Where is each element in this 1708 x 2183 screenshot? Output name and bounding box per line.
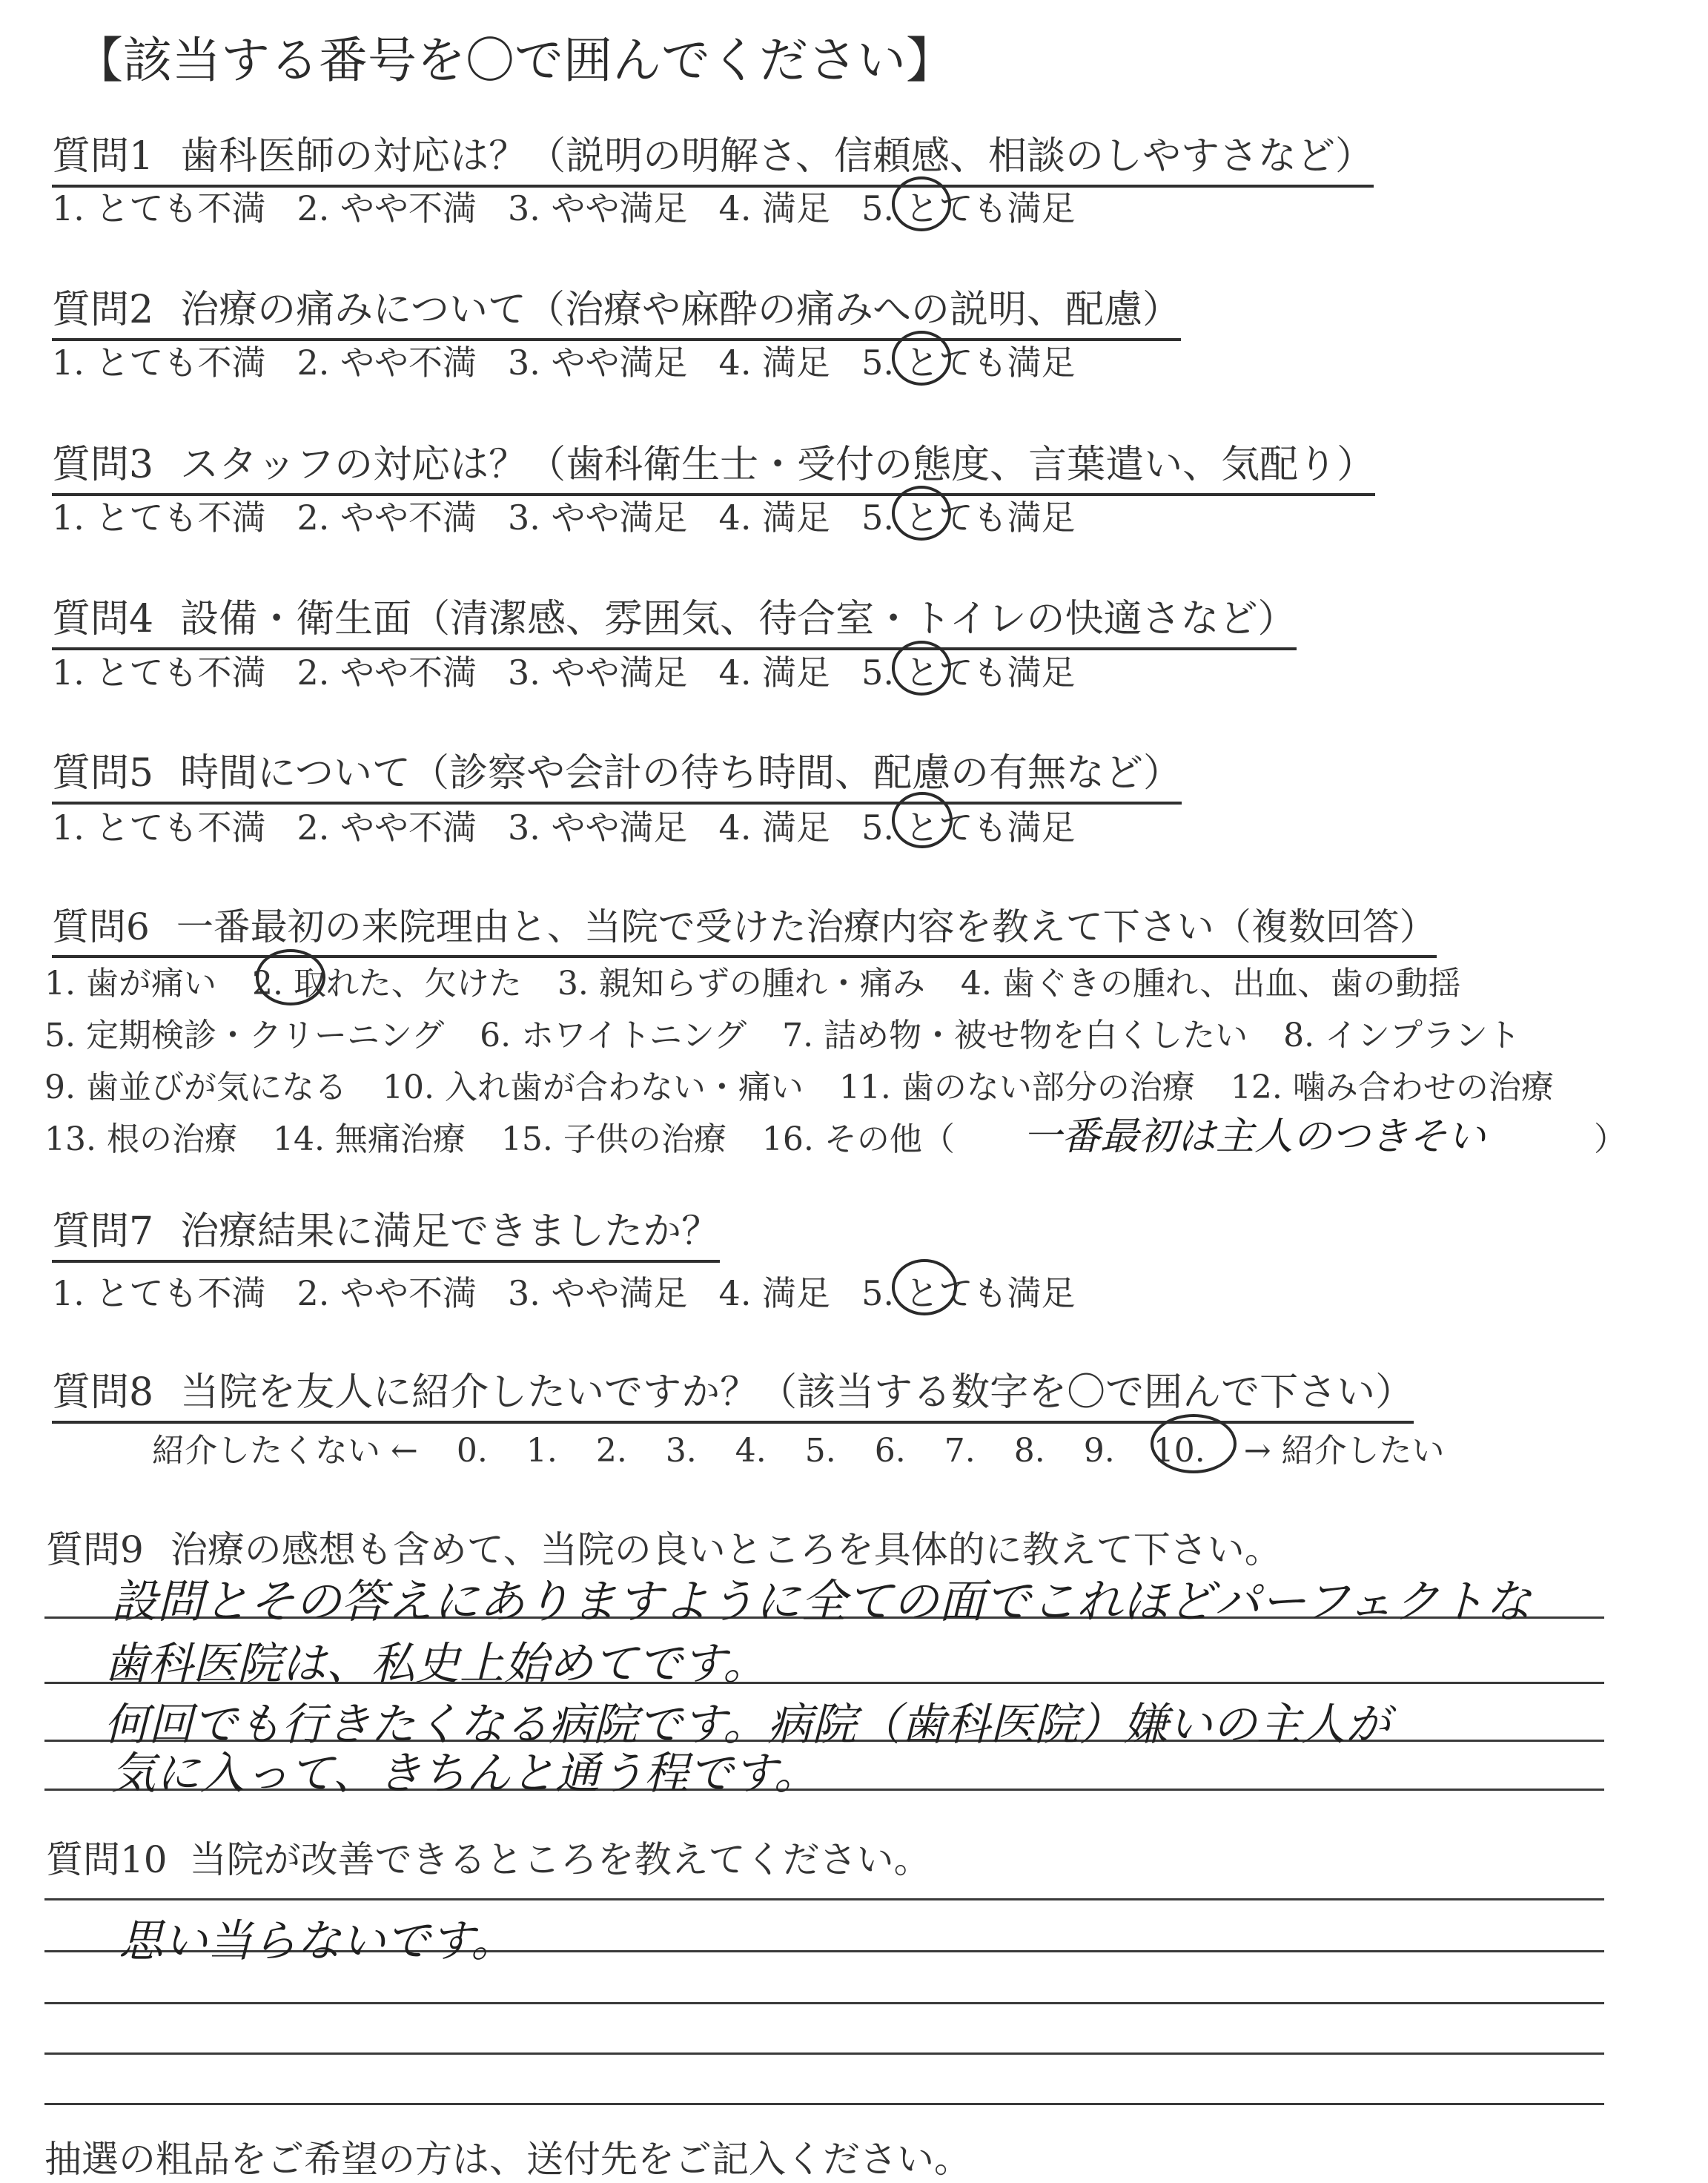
page-title: 【該当する番号を〇で囲んでください】 (74, 32, 955, 89)
option-3[interactable]: 3. やや満足 (508, 188, 688, 228)
scale-1[interactable]: 1. (526, 1432, 557, 1470)
choice-4[interactable]: 4. 歯ぐきの腫れ、出血、歯の動揺 (960, 965, 1461, 1003)
scale-7[interactable]: 7. (944, 1432, 976, 1470)
option-1[interactable]: 1. とても不満 (52, 653, 266, 693)
q10-answer-line-4 (44, 2052, 1604, 2055)
option-1[interactable]: 1. とても不満 (52, 343, 266, 383)
question-number: 質問3 (52, 443, 154, 487)
option-3[interactable]: 3. やや満足 (508, 808, 688, 848)
footer-instruction: 抽選の粗品をご希望の方は、送付先をご記入ください。 (44, 2138, 971, 2181)
question-text: 治療結果に満足できましたか？ (180, 1209, 721, 1254)
question-text: 時間について（診察や会計の待ち時間、配慮の有無など） (180, 751, 1182, 796)
question-number: 質問9 (46, 1528, 144, 1571)
option-5[interactable]: 5. とても満足 (861, 653, 1076, 693)
option-1[interactable]: 1. とても不満 (52, 498, 266, 538)
option-4[interactable]: 4. 満足 (718, 808, 831, 848)
answer-circle-q5 (892, 792, 953, 848)
answer-circle-q3 (892, 486, 951, 541)
option-4[interactable]: 4. 満足 (718, 653, 831, 693)
answer-circle-q2 (892, 331, 951, 386)
option-4[interactable]: 4. 満足 (718, 188, 831, 228)
choice-12[interactable]: 12. 噛み合わせの治療 (1230, 1069, 1554, 1106)
option-5[interactable]: 5. とても満足 (861, 188, 1076, 228)
option-2[interactable]: 2. やや不満 (297, 653, 477, 693)
option-1[interactable]: 1. とても不満 (52, 808, 266, 848)
scale-3[interactable]: 3. (665, 1432, 697, 1470)
choice-8[interactable]: 8. インプラント (1283, 1017, 1521, 1054)
answer-circle-q4 (892, 641, 951, 696)
answer-circle-q1 (892, 176, 951, 231)
option-5[interactable]: 5. とても満足 (861, 343, 1076, 383)
q10-answer-line-1 (44, 1898, 1604, 1900)
option-3[interactable]: 3. やや満足 (508, 498, 688, 538)
choice-11[interactable]: 11. 歯のない部分の治療 (838, 1069, 1195, 1106)
q9-handwritten-line-1[interactable]: 設問とその答えにありますように全ての面でこれほどパーフェクトな (111, 1574, 1532, 1628)
option-3[interactable]: 3. やや満足 (508, 343, 688, 383)
answer-circle-q6 (256, 949, 325, 1005)
question-number: 質問2 (52, 288, 154, 332)
question-number: 質問6 (52, 905, 150, 948)
q8-scale (152, 1424, 1445, 1471)
question-text: スタッフの対応は？（歯科衛生士・受付の態度、言葉遣い、気配り） (180, 443, 1376, 487)
question-text: 治療の感想も含めて、当院の良いところを具体的に教えて下さい。 (170, 1528, 1282, 1571)
q6-choice-row-2 (44, 1008, 1556, 1056)
q9-handwritten-line-3[interactable]: 何回でも行きたくなる病院です。病院（歯科医院）嫌いの主人が (104, 1699, 1391, 1751)
option-1[interactable]: 1. とても不満 (52, 1273, 266, 1313)
scale-0[interactable]: 0. (456, 1432, 488, 1470)
scale-9[interactable]: 9. (1083, 1432, 1115, 1470)
question-6-heading (52, 897, 1437, 958)
option-2[interactable]: 2. やや不満 (297, 808, 477, 848)
question-4-heading (52, 587, 1297, 650)
choice-3[interactable]: 3. 親知らずの腫れ・痛み (557, 965, 925, 1003)
choice-1[interactable]: 1. 歯が痛い (44, 965, 216, 1003)
scale-5[interactable]: 5. (804, 1432, 836, 1470)
question-text: 歯科医師の対応は？（説明の明解さ、信頼感、相談のしやすさなど） (180, 134, 1374, 179)
option-4[interactable]: 4. 満足 (718, 1273, 831, 1313)
scale-10[interactable]: 10. (1153, 1432, 1205, 1470)
q10-answer-line-3 (44, 2002, 1604, 2004)
question-7-heading (52, 1200, 720, 1263)
choice-10[interactable]: 10. 入れ歯が合わない・痛い (382, 1069, 804, 1106)
question-number: 質問4 (52, 597, 154, 641)
scale-8[interactable]: 8. (1013, 1432, 1045, 1470)
question-3-heading (52, 433, 1375, 496)
scale-2[interactable]: 2. (595, 1432, 627, 1470)
q6-choice-row-4 (44, 1112, 955, 1160)
q6-other-handwritten[interactable]: 一番最初は主人のつきそい (1023, 1114, 1486, 1159)
option-5[interactable]: 5. とても満足 (861, 808, 1076, 848)
q10-handwritten-line-1[interactable]: 思い当らないです。 (119, 1915, 516, 1967)
question-2-heading (52, 278, 1181, 341)
option-2[interactable]: 2. やや不満 (297, 343, 477, 383)
q9-handwritten-line-4[interactable]: 気に入って、きちんと通う程です。 (111, 1748, 818, 1800)
question-text: 設備・衛生面（清潔感、雰囲気、待合室・トイレの快適さなど） (180, 597, 1297, 641)
choice-5[interactable]: 5. 定期検診・クリーニング (44, 1017, 445, 1054)
choice-9[interactable]: 9. 歯並びが気になる (44, 1069, 347, 1106)
question-number: 質問1 (52, 134, 154, 179)
question-8-heading (52, 1361, 1414, 1424)
answer-circle-q7 (892, 1259, 957, 1315)
scale-4[interactable]: 4. (735, 1432, 767, 1470)
question-text: 当院を友人に紹介したいですか？（該当する数字を〇で囲んで下さい） (180, 1370, 1414, 1415)
choice-6[interactable]: 6. ホワイトニング (480, 1017, 747, 1054)
choice-14[interactable]: 14. 無痛治療 (272, 1120, 466, 1158)
q6-other-close-paren: ） (1594, 1120, 1626, 1158)
question-1-heading (52, 125, 1374, 188)
choice-13[interactable]: 13. 根の治療 (44, 1120, 237, 1158)
question-10-heading (46, 1830, 931, 1883)
question-5-heading (52, 742, 1182, 805)
q10-answer-line-5 (44, 2103, 1604, 2105)
question-number: 質問7 (52, 1209, 154, 1254)
option-2[interactable]: 2. やや不満 (297, 498, 477, 538)
option-2[interactable]: 2. やや不満 (297, 188, 477, 228)
choice-2[interactable]: 2. 取れた、欠けた (251, 965, 522, 1003)
choice-7[interactable]: 7. 詰め物・被せ物を白くしたい (782, 1017, 1248, 1054)
scale-left-label: 紹介したくない ← (152, 1432, 418, 1470)
question-number: 質問10 (46, 1838, 168, 1881)
question-text: 当院が改善できるところを教えてください。 (189, 1838, 931, 1881)
q9-handwritten-line-2[interactable]: 歯科医院は、私史上始めてです。 (104, 1638, 768, 1690)
q6-choice-row-3 (44, 1060, 1589, 1108)
option-3[interactable]: 3. やや満足 (508, 653, 688, 693)
choice-16-other[interactable]: 16. その他（ (761, 1120, 955, 1158)
option-4[interactable]: 4. 満足 (718, 498, 831, 538)
answer-circle-q8 (1151, 1414, 1237, 1473)
option-1[interactable]: 1. とても不満 (52, 188, 266, 228)
option-4[interactable]: 4. 満足 (718, 343, 831, 383)
option-5[interactable]: 5. とても満足 (861, 498, 1076, 538)
question-text: 治療の痛みについて（治療や麻酔の痛みへの説明、配慮） (180, 288, 1182, 332)
scale-6[interactable]: 6. (874, 1432, 906, 1470)
question-text: 一番最初の来院理由と、当院で受けた治療内容を教えて下さい（複数回答） (176, 905, 1437, 948)
choice-15[interactable]: 15. 子供の治療 (500, 1120, 726, 1158)
scale-right-label: → 紹介したい (1243, 1432, 1445, 1470)
option-2[interactable]: 2. やや不満 (297, 1273, 477, 1313)
question-number: 質問5 (52, 751, 154, 796)
option-5[interactable]: 5. とても満足 (861, 1273, 1076, 1313)
option-3[interactable]: 3. やや満足 (508, 1273, 688, 1313)
question-number: 質問8 (52, 1370, 154, 1415)
